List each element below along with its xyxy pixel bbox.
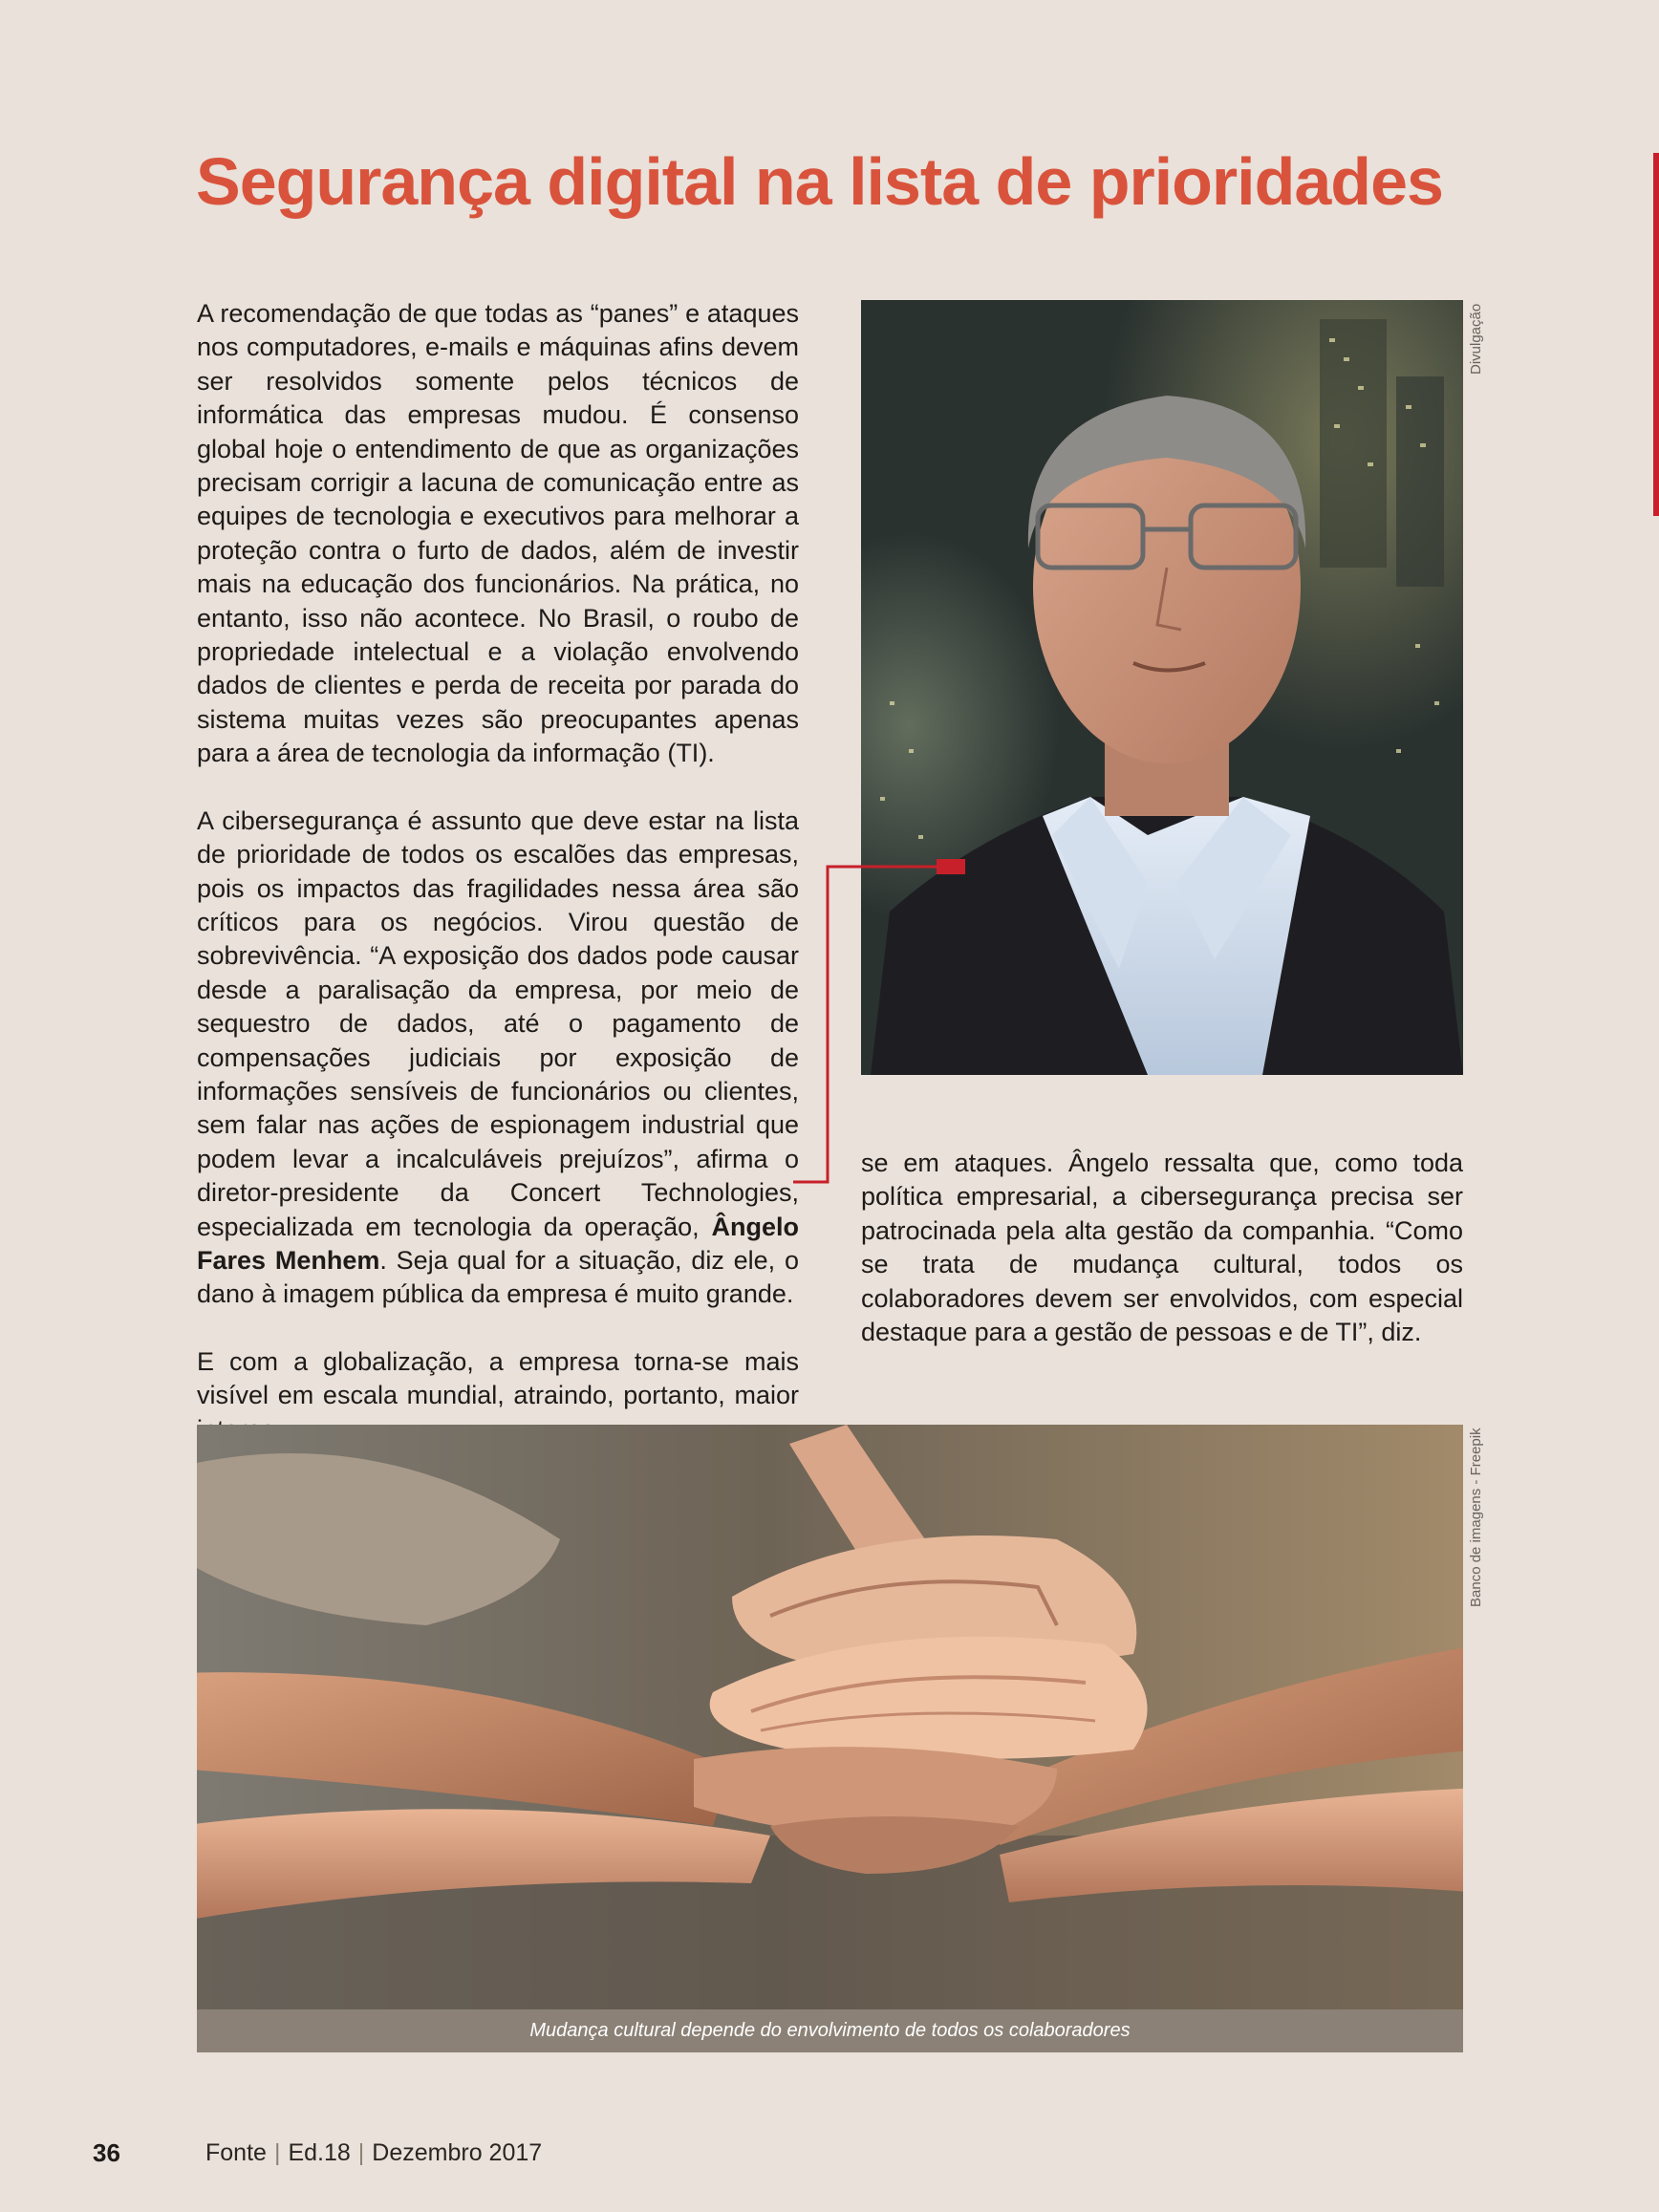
paragraph-2-text: A cibersegurança é assunto que deve estar na lista de prioridade de todos os escalões das empresas, pois os impactos das fragilidades nessa área são críticos para os negócios. Virou questão de sobrevivência. “A exposição dos dados pode causar desde a paralisação da empresa, por meio de sequestro de dados, até o pagamento de compensações judiciais por exposição de informações sensíveis de funcionários ou clientes, sem falar nas ações de espionagem industrial que podem levar a incalculáveis prejuízos”, afirma o diretor-presidente da Concert Technologies, especializada em tecnologia da operação, [197, 805, 799, 1241]
paragraph-3-continued: se em ataques. Ângelo ressalta que, como toda política empresarial, a cibersegurança precisa ser patrocinada pela alta gestão da companhia. “Como se trata de mudança cultural, todos os colaboradores devem ser envolvidos, com especial destaque para a gestão de pessoas e de TI”, diz. [861, 1149, 1463, 1347]
folio-separator: | [273, 2139, 281, 2166]
hands-credit: Banco de imagens - Freepik [1468, 1428, 1484, 1607]
hands-illustration [197, 1425, 1463, 2009]
hands-photo [197, 1425, 1463, 2009]
interviewee-name: Ângelo Fares Menhem [197, 1212, 799, 1275]
portrait-credit: Divulgação [1468, 303, 1484, 375]
callout-connector [793, 855, 965, 1185]
edge-accent-bar [1653, 153, 1659, 516]
folio-line [205, 2139, 542, 2167]
publication-name: Fonte [205, 2139, 267, 2166]
paragraph-3: E com a globalização, a empresa torna-se mais visível em escala mundial, atraindo, portanto, maior [197, 1346, 799, 1410]
paragraph-2 [197, 805, 799, 1312]
page-number: 36 [93, 2138, 120, 2167]
issue-date: Dezembro 2017 [372, 2139, 543, 2166]
paragraph-1: A recomendação de que todas as “panes” e ataques nos computadores, e-mails e máquinas afins devem ser resolvidos somente pelos técnicos de informática das empresas mudou. É consenso global hoje o entendimento de que as organizações precisam corrigir a lacuna de comunicação entre as equipes de tecnologia e executivos para melhorar a proteção contra o furto de dados, além de investir mais na educação dos funcionários. Na prática, no entanto, isso não acontece. No Brasil, o roubo de propriedade intelectual e a violação envolvendo dados de clientes e perda de receita por parada do sistema muitas vezes são preocupantes apenas para a área de tecnologia da informação (TI). [197, 299, 799, 768]
article-title: Segurança digital na lista de prioridades [196, 144, 1443, 219]
hands-caption: Mudança cultural depende do envolvimento de todos os colaboradores [197, 2009, 1463, 2052]
paragraph-2-text-end: . Seja qual for a situação, diz ele, o dano à imagem pública da empresa é muito grande. [197, 1245, 799, 1309]
edition-number: Ed.18 [288, 2139, 351, 2166]
left-column [197, 297, 799, 1447]
folio-separator: | [357, 2139, 365, 2166]
right-column [861, 1147, 1463, 1349]
